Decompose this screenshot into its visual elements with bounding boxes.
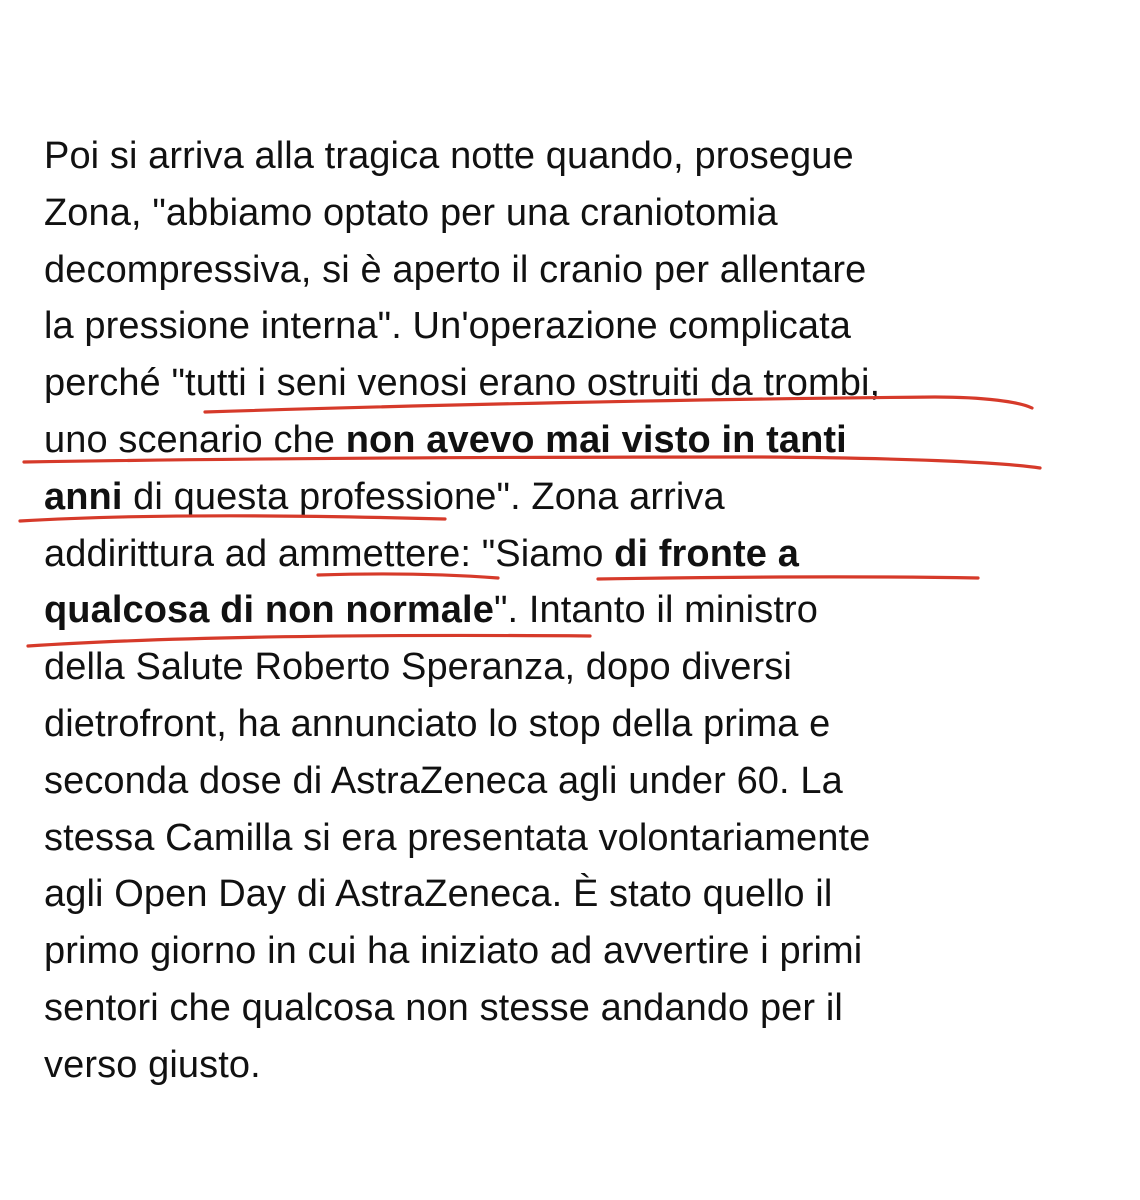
text-segment: uno scenario che [44,418,346,461]
text-line [44,526,1114,583]
text-line [44,355,1114,412]
text-line [44,128,1114,185]
article-text [44,128,1114,1094]
bold-text-segment: non avevo mai visto in tanti [345,418,847,461]
text-segment: della Salute Roberto Speranza, dopo diversi [44,646,792,689]
text-segment: di questa professione". Zona arriva [122,475,725,518]
text-segment: agli Open Day di AstraZeneca. È stato quello il [44,873,833,916]
bold-text-segment: qualcosa di non normale [44,589,494,632]
text-segment: primo giorno in cui ha iniziato ad avvertire i primi [44,930,863,973]
text-segment: ". Intanto il ministro [493,589,818,632]
text-segment: seconda dose di AstraZeneca agli under 60. La [44,759,843,802]
bold-text-segment: di fronte a [614,532,799,575]
text-line [44,582,1114,639]
text-line [44,242,1114,299]
text-line [44,1037,1114,1094]
text-line [44,810,1114,867]
text-segment: Zona, "abbiamo optato per una craniotomia [44,191,778,234]
text-line [44,639,1114,696]
text-line [44,298,1114,355]
text-segment: dietrofront, ha annunciato lo stop della prima e [44,702,831,745]
text-segment: perché "tutti i seni venosi erano ostruiti da trombi, [44,362,881,405]
text-line [44,469,1114,526]
text-line [44,753,1114,810]
text-segment: sentori che qualcosa non stesse andando per il [44,986,843,1029]
bold-text-segment: anni [44,475,123,518]
text-line [44,980,1114,1037]
text-line [44,412,1114,469]
text-segment: stessa Camilla si era presentata volontariamente [44,816,871,859]
text-segment: Poi si arriva alla tragica notte quando, prosegue [44,135,854,177]
text-segment: verso giusto. [44,1043,261,1086]
text-line [44,696,1114,753]
text-segment: addirittura ad ammettere: "Siamo [44,532,615,575]
text-line [44,866,1114,923]
text-line [44,923,1114,980]
text-segment: decompressiva, si è aperto il cranio per allentare [44,248,867,291]
text-line [44,185,1114,242]
text-segment: la pressione interna". Un'operazione complicata [44,305,852,348]
